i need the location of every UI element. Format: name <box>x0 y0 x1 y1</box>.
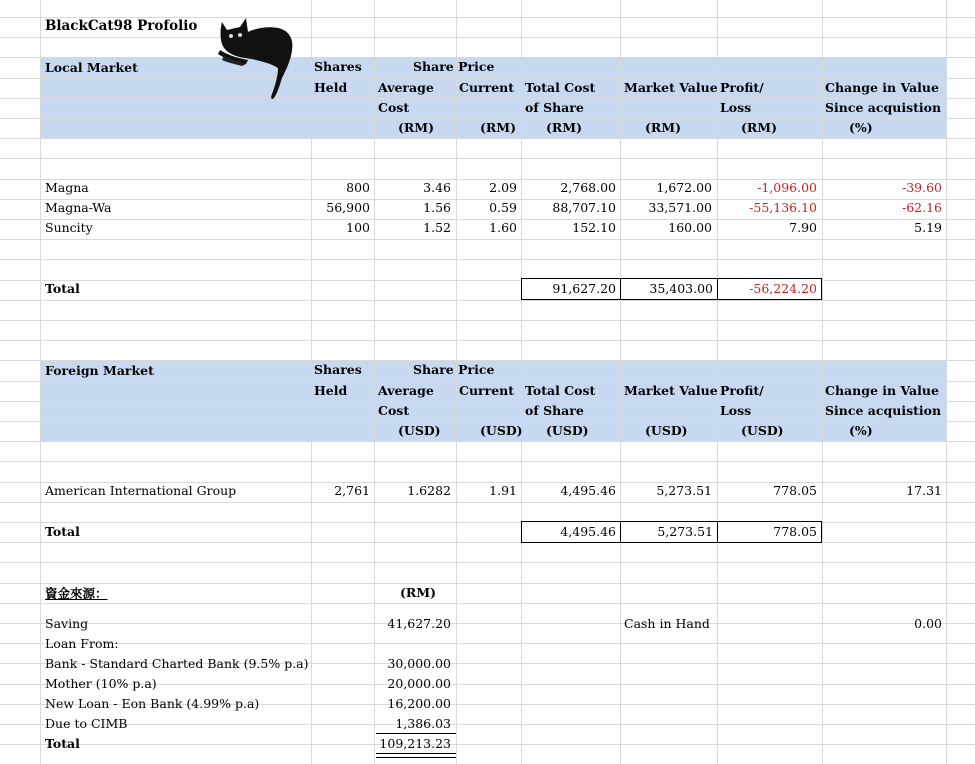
grid-column-line <box>946 0 947 764</box>
loan-from-label: Loan From: <box>45 636 119 651</box>
grid-row-line <box>0 562 975 563</box>
funds-total-label: Total <box>45 736 80 751</box>
current-price: 1.91 <box>489 483 517 498</box>
header-profit: Profit/ <box>720 80 764 95</box>
f-header-shares: Shares <box>314 362 362 377</box>
average-cost: 3.46 <box>423 180 451 195</box>
stock-name: Magna <box>45 180 89 195</box>
f-header-average: Average <box>378 383 434 398</box>
f-header-loss: Loss <box>720 403 752 418</box>
stock-name: Suncity <box>45 220 93 235</box>
funds-total-top-border <box>376 733 456 734</box>
header-average: Average <box>378 80 434 95</box>
grid-row-line <box>0 623 975 624</box>
grid-row-line <box>0 744 975 745</box>
header-shares: Shares <box>314 59 362 74</box>
foreign-total-label: Total <box>45 524 80 539</box>
change-in-value: 5.19 <box>914 220 942 235</box>
cash-in-hand-label: Cash in Hand <box>624 616 710 631</box>
current-price: 0.59 <box>489 200 517 215</box>
total-cost: 88,707.10 <box>552 200 616 215</box>
header-cost: Cost <box>378 100 410 115</box>
f-header-held: Held <box>314 383 348 398</box>
grid-row-line <box>0 583 975 584</box>
grid-column-line <box>40 0 41 764</box>
market-value: 160.00 <box>668 220 712 235</box>
funds-currency: (RM) <box>400 585 437 600</box>
header-market-value: Market Value <box>624 80 718 95</box>
header-current: Current <box>459 80 515 95</box>
header-currency-total: (RM) <box>546 120 583 135</box>
loan-value: 30,000.00 <box>387 656 451 671</box>
grid-row-line <box>0 280 975 281</box>
f-header-currency-total: (USD) <box>546 423 589 438</box>
sheet-title: BlackCat98 Profolio <box>45 18 198 34</box>
grid-row-line <box>0 522 975 523</box>
header-change-in-value: Change in Value <box>825 80 939 95</box>
grid-column-line <box>521 0 522 764</box>
f-header-since-acquisition: Since acquistion <box>825 403 942 418</box>
local-total-pl: -56,224.20 <box>749 281 817 296</box>
local-total-label: Total <box>45 281 80 296</box>
grid-row-line <box>0 320 975 321</box>
local-market-label: Local Market <box>45 60 138 75</box>
grid-column-line <box>374 0 375 764</box>
header-total-cost: Total Cost <box>525 80 596 95</box>
grid-row-line <box>0 239 975 240</box>
profit-loss: 778.05 <box>773 483 817 498</box>
grid-row-line <box>0 138 975 139</box>
loan-value: 16,200.00 <box>387 696 451 711</box>
cash-in-hand-value: 0.00 <box>914 616 942 631</box>
profit-loss: -55,136.10 <box>749 200 817 215</box>
current-price: 1.60 <box>489 220 517 235</box>
shares-held: 800 <box>346 180 370 195</box>
grid-row-line <box>0 300 975 301</box>
grid-row-line <box>0 37 975 38</box>
funds-source-label: 資金來源： <box>45 586 108 601</box>
foreign-total-pl: 778.05 <box>773 524 817 539</box>
market-value: 5,273.51 <box>656 483 712 498</box>
saving-value: 41,627.20 <box>387 616 451 631</box>
total-cost: 2,768.00 <box>560 180 616 195</box>
grid-row-line <box>0 461 975 462</box>
average-cost: 1.6282 <box>407 483 451 498</box>
grid-row-line <box>0 542 975 543</box>
foreign-total-market: 5,273.51 <box>657 524 713 539</box>
f-header-change-in-value: Change in Value <box>825 383 939 398</box>
funds-total-value: 109,213.23 <box>379 736 451 751</box>
f-header-current: Current <box>459 383 515 398</box>
stock-name: American International Group <box>45 483 237 498</box>
current-price: 2.09 <box>489 180 517 195</box>
header-currency-pl: (RM) <box>741 120 778 135</box>
foreign-total-cost: 4,495.46 <box>560 524 616 539</box>
local-total-market: 35,403.00 <box>649 281 713 296</box>
f-header-share-price: Share Price <box>413 362 495 377</box>
loan-value: 1,386.03 <box>395 716 451 731</box>
profit-loss: 7.90 <box>789 220 817 235</box>
local-total-cost: 91,627.20 <box>552 281 616 296</box>
grid-row-line <box>0 259 975 260</box>
f-header-currency-cur: (USD) <box>480 423 523 438</box>
change-in-value: -39.60 <box>901 180 942 195</box>
grid-row-line <box>0 158 975 159</box>
f-header-currency-pl: (USD) <box>741 423 784 438</box>
market-value: 33,571.00 <box>648 200 712 215</box>
total-cost: 4,495.46 <box>560 483 616 498</box>
loan-label: Due to CIMB <box>45 716 128 731</box>
grid-row-line <box>0 502 975 503</box>
header-share-price: Share Price <box>413 59 495 74</box>
total-cost: 152.10 <box>572 220 616 235</box>
loan-label: Mother (10% p.a) <box>45 676 157 691</box>
header-currency-market: (RM) <box>645 120 682 135</box>
header-held: Held <box>314 80 348 95</box>
loan-value: 20,000.00 <box>387 676 451 691</box>
grid-column-line <box>822 0 823 764</box>
header-currency-cur: (RM) <box>480 120 517 135</box>
shares-held: 100 <box>346 220 370 235</box>
funds-total-double-underline <box>376 753 456 758</box>
grid-row-line <box>0 603 975 604</box>
header-currency-avg: (RM) <box>398 120 435 135</box>
grid-column-line <box>456 0 457 764</box>
grid-row-line <box>0 340 975 341</box>
f-header-market-value: Market Value <box>624 383 718 398</box>
f-header-of-share: of Share <box>525 403 584 418</box>
grid-column-line <box>620 0 621 764</box>
saving-label: Saving <box>45 616 89 631</box>
market-value: 1,672.00 <box>656 180 712 195</box>
grid-row-line <box>0 441 975 442</box>
header-pct: (%) <box>849 120 873 135</box>
grid-row-line <box>0 724 975 725</box>
f-header-cost: Cost <box>378 403 410 418</box>
f-header-profit: Profit/ <box>720 383 764 398</box>
change-in-value: 17.31 <box>906 483 942 498</box>
f-header-pct: (%) <box>849 423 873 438</box>
change-in-value: -62.16 <box>901 200 942 215</box>
stock-name: Magna-Wa <box>45 200 112 215</box>
profit-loss: -1,096.00 <box>757 180 817 195</box>
foreign-market-label: Foreign Market <box>45 363 154 378</box>
average-cost: 1.52 <box>423 220 451 235</box>
loan-label: Bank - Standard Charted Bank (9.5% p.a) <box>45 656 309 671</box>
f-header-total-cost: Total Cost <box>525 383 596 398</box>
loan-label: New Loan - Eon Bank (4.99% p.a) <box>45 696 260 711</box>
f-header-currency-avg: (USD) <box>398 423 441 438</box>
header-of-share: of Share <box>525 100 584 115</box>
header-since-acquisition: Since acquistion <box>825 100 942 115</box>
grid-row-line <box>0 643 975 644</box>
shares-held: 2,761 <box>334 483 370 498</box>
f-header-currency-market: (USD) <box>645 423 688 438</box>
header-loss: Loss <box>720 100 752 115</box>
black-cat-icon <box>212 14 302 102</box>
shares-held: 56,900 <box>326 200 370 215</box>
average-cost: 1.56 <box>423 200 451 215</box>
grid-column-line <box>311 0 312 764</box>
